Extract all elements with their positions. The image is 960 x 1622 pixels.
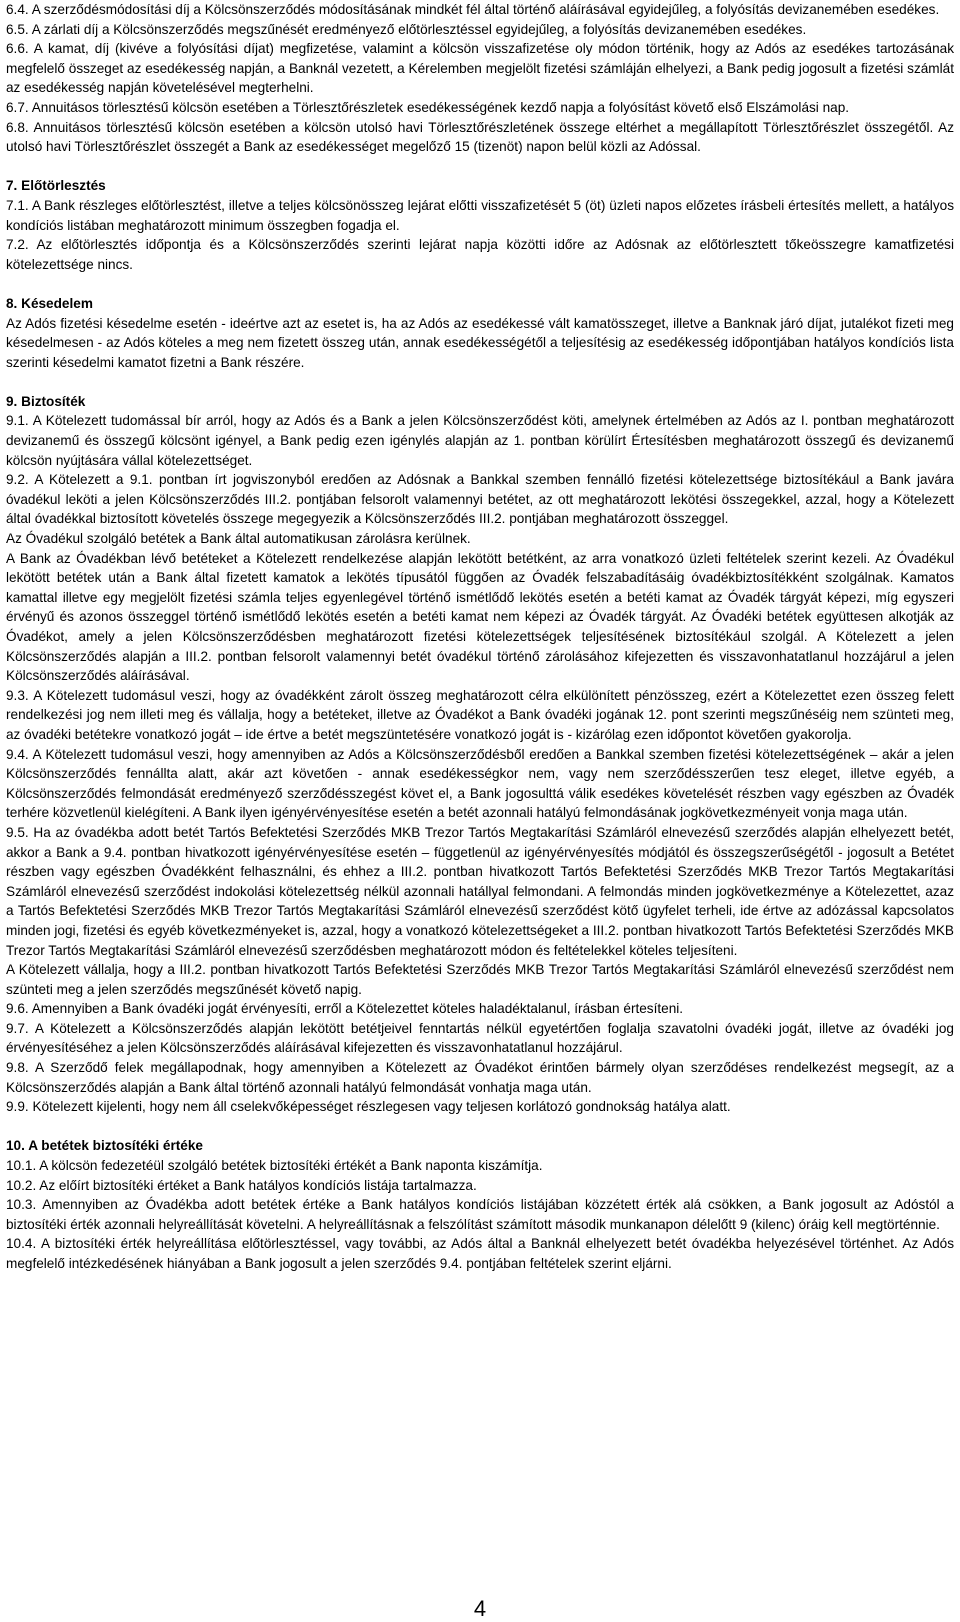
spacer: [6, 372, 954, 392]
section-number: 7.: [6, 178, 18, 194]
paragraph-7-2: 7.2. Az előtörlesztés időpontja és a Kölcsönszerződés szerinti lejárat napja közötti időre az Adósnak az előtörlesztett tőkeösszegre kamatfizetési kötelezettsége nincs.: [6, 237, 954, 272]
paragraph-9-3: 9.3. A Kötelezett tudomásul veszi, hogy az óvadékként zárolt összeg meghatározott célra elkülönített pénzösszeg, ezért a Kötelezettet ezen összeg felett rendelkezési jog nem illeti meg és vállalja, hogy a betéteket, illetve az Óvadékot a Bank óvadéki jogának 12. pont szerinti megszűnéséig nem szünteti meg, az óvadéki betétekre vonatkozó jogát – ide értve a betét megszüntetésére vonatkozó jogát is - kizárólag ezen időpontot követően gyakorolja.: [6, 687, 954, 742]
section-title: Késedelem: [21, 295, 93, 311]
section-title: Előtörlesztés: [21, 178, 106, 194]
paragraph-6-4: 6.4. A szerződésmódosítási díj a Kölcsönszerződés módosításának mindkét fél által történő aláírásával egyidejűleg, a folyósítás devizanemében esedékes.: [6, 2, 940, 17]
spacer: [6, 274, 954, 294]
paragraph-9-4: 9.4. A Kötelezett tudomásul veszi, hogy amennyiben az Adós a Kölcsönszerződésből eredően a Bankkal szemben fizetési kötelezettségének – akár a jelen Kölcsönszerződés fennállta alatt, akár azt követően - annak esedékességkor nem, vagy nem szerződésszerűen tesz eleget, illetve egyéb, a Kölcsönszerződés felmondását eredményező szerződésszegést követ el, a Bank jogosulttá válik esedékes követelését részben vagy egészben az Óvadék terhére közvetlenül kielégíteni. A Bank ilyen igényérvényesítése esetén a betét azonnali hatályú felmondásának jogkövetkezményeit vonja maga után.: [6, 746, 954, 821]
paragraph-6-6: 6.6. A kamat, díj (kivéve a folyósítási díjat) megfizetése, valamint a kölcsön visszafizetése oly módon történik, hogy az Adós az esedékes tartozásának megfelelő összeget az esedékesség napján, a Banknál vezetett, a Kérelemben megjelölt fizetési számláján elhelyezi, a Bank pedig jogosult a fizetési számlát az esedékesség napján követelésével megterhelni.: [6, 41, 954, 96]
paragraph-9-5: 9.5. Ha az óvadékba adott betét Tartós Befektetési Szerződés MKB Trezor Tartós Megtakarítási Számláról elnevezésű szerződés alapján elhelyezett betét, akkor a Bank a 9.4. pontban hivatkozott igényérvényesítése esetén – függetlenül az igényérvényesítés módjától és összegszerűségétől - jogosult a Betétet részben vagy egészben Óvadékként felhasználni, és ehhez a III.2. pontban hivatkozott Tartós Befektetési Szerződés MKB Trezor Tartós Megtakarítási Számláról elnevezésű szerződést indokolási kötelezettség nélkül azonnali hatállyal felmondani. A felmondás minden jogkövetkezménye a Kötelezettet, azaz a Tartós Befektetési Szerződés MKB Trezor Tartós Megtakarítási Számláról elnevezésű szerződést kötő ügyfelet terheli, ide értve az adózással kapcsolatos minden jogi, fizetési és egyéb következményeket is, azzal, hogy a vonatkozó kötelezettségeket a III.2. pontban hivatkozott Tartós Befektetési Szerződés MKB Trezor Tartós Megtakarítási Számláról elnevezésű szerződésben meghatározott módon és feltételekkel köteles teljesíteni.: [6, 824, 954, 958]
page-number: 4: [473, 1596, 487, 1621]
section-heading-8: [6, 294, 954, 314]
paragraph-6-8: 6.8. Annuitásos törlesztésű kölcsön esetében a kölcsön utolsó havi Törlesztőrészletének összege eltérhet a megállapított Törlesztőrészlet összegétől. Az utolsó havi Törlesztőrészlet összegét a Bank az esedékességet megelőző 15 (tizenöt) napon belül közli az Adóssal.: [6, 119, 954, 155]
paragraph-9-5-b: A Kötelezett vállalja, hogy a III.2. pontban hivatkozott Tartós Befektetési Szerződés MKB Trezor Tartós Megtakarítási Számláról elnevezésű szerződést nem szünteti meg a jelen szerződés megszűnését követő napig.: [6, 962, 954, 997]
section-number: 10.: [6, 1138, 25, 1154]
section-number: 8.: [6, 295, 18, 311]
paragraph-6-7: 6.7. Annuitásos törlesztésű kölcsön esetében a Törlesztőrészletek esedékességének kezdő napja a folyósítást követő első Elszámolási nap.: [6, 99, 850, 115]
paragraph-10-2: 10.2. Az előírt biztosítéki értéket a Bank hatályos kondíciós listája tartalmazza.: [6, 1177, 477, 1193]
paragraph-6-5: 6.5. A zárlati díj a Kölcsönszerződés megszűnését eredményező előtörlesztéssel egyidejűleg, a folyósítás devizanemében esedékes.: [6, 21, 807, 37]
paragraph-9-2-c: A Bank az Óvadékban lévő betéteket a Kötelezett rendelkezése alapján lekötött betétként, az arra vonatkozó üzleti feltételek szerint kezeli. Az Óvadékul lekötött betétek után a Bank által fizetett kamatok a lekötés típusától függően az Óvadék felszabadításáig óvadékbiztosítékként szolgálnak. Kamatos kamattal illetve egy megjelölt fizetési számla teljes egyenlegével történő ismétlődő lekötés esetén a betéti kamat az Óvadék tárgyát képezi, míg egyszeri érvényű és azonos összeggel történő ismétlődő lekötés esetén a betéti kamat nem képezi az Óvadék tárgyát. Az Óvadéki betétek együttesen alkotják az Óvadékot, amely a jelen Kölcsönszerződésben meghatározott fizetési kötelezettségek teljesítésének biztosítékául szolgál. A Kötelezett a jelen Kölcsönszerződés alapján a III.2. pontban felsorolt valamennyi betét óvadékul történő zárolásához kifejezetten és visszavonhatatlanul hozzájárul a jelen Kölcsönszerződés aláírásával.: [6, 550, 954, 684]
paragraph-9-2: 9.2. A Kötelezett a 9.1. pontban írt jogviszonyból eredően az Adósnak a Bankkal szemben fennálló fizetési kötelezettsége biztosítékául a Bank javára óvadékul leköti a jelen Kölcsönszerződés III.2. pontjában felsorolt valamennyi betétet, az ott meghatározott lekötési összegekkel, azzal, hogy a Kötelezett által óvadékkal biztosított követelés összege megegyezik a Kölcsönszerződés III.2. pontjában meghatározott összeggel.: [6, 472, 954, 527]
section-heading-10: [6, 1136, 954, 1156]
section-title: Biztosíték: [21, 393, 86, 409]
paragraph-9-2-b: Az Óvadékul szolgáló betétek a Bank által automatikusan zárolásra kerülnek.: [6, 531, 471, 547]
paragraph-10-3: 10.3. Amennyiben az Óvadékba adott betétek értéke a Bank hatályos kondíciós listájában közzétett érték alá csökken, a Bank jogosult az Adóstól a biztosítéki érték azonnali helyreállítását követelni. A helyreállításnak a felszólítást számított második munkanapon délelőtt 9 (kilenc) óráig kell megtörténnie.: [6, 1197, 954, 1232]
paragraph-9-6: 9.6. Amennyiben a Bank óvadéki jogát érvényesíti, erről a Kötelezettet köteles haladéktalanul, írásban értesíteni.: [6, 1001, 684, 1017]
spacer: [6, 1117, 954, 1137]
paragraph-8: Az Adós fizetési késedelme esetén - ideértve azt az esetet is, ha az Adós az esedékessé vált kamatösszeget, illetve a Banknak járó díjat, jutalékot fizeti meg késedelmesen - az Adós köteles a meg nem fizetett összeg után, annak esedékességétől a teljesítésig az esedékesség időpontjában hatályos kondíciós lista szerinti késedelmi kamatot fizetni a Bank részére.: [6, 315, 954, 370]
paragraph-9-1: 9.1. A Kötelezett tudomással bír arról, hogy az Adós és a Bank a jelen Kölcsönszerződést köti, amelynek értelmében az Adós az I. pontban meghatározott devizanemű és összegű kölcsönt igényel, a Bank pedig ezen igénylés alapján az 1. pontban körülírt Értesítésben meghatározott összegű és devizanemű kölcsön nyújtására vállal kötelezettséget.: [6, 413, 954, 468]
paragraph-9-8: 9.8. A Szerződő felek megállapodnak, hogy amennyiben a Kötelezett az Óvadékot érintően bármely olyan szerződéses rendelkezést megsegít, az a Kölcsönszerződés alapján a Bank által történő azonnali hatályú felmondását vonhatja maga után.: [6, 1060, 954, 1095]
section-number: 9.: [6, 393, 18, 409]
section-heading-7: [6, 176, 954, 196]
paragraph-10-4: 10.4. A biztosítéki érték helyreállítása előtörlesztéssel, vagy további, az Adós által a Banknál elhelyezett betét óvadékba helyezésével történhet. Az Adós megfelelő intézkedésének hiányában a Bank jogosult a jelen szerződés 9.4. pontjában feltételek szerint eljárni.: [6, 1236, 954, 1271]
section-heading-9: [6, 392, 954, 412]
document-body: [6, 0, 954, 1274]
paragraph-9-9: 9.9. Kötelezett kijelenti, hogy nem áll cselekvőképességet részlegesen vagy teljesen korlátozó gondnokság hatálya alatt.: [6, 1099, 731, 1115]
paragraph-7-1: 7.1. A Bank részleges előtörlesztést, illetve a teljes kölcsönösszeg lejárat előtti visszafizetését 5 (öt) üzleti napos előzetes írásbeli értesítés mellett, a hatályos kondíciós listában meghatározott minimum összegben fogadja el.: [6, 197, 954, 233]
paragraph-9-7: 9.7. A Kötelezett a Kölcsönszerződés alapján lekötött betétjeivel fenntartás nélkül egyetértően foglalja szavatolni óvadéki jogát, illetve az óvadéki jog érvényesítéséhez a jelen Kölcsönszerződés aláírásával kifejezetten és visszavonhatatlanul hozzájárul.: [6, 1020, 954, 1056]
section-title: A betétek biztosítéki értéke: [28, 1138, 203, 1154]
spacer: [6, 157, 954, 177]
paragraph-10-1: 10.1. A kölcsön fedezetéül szolgáló betétek biztosítéki értékét a Bank naponta kiszámítja.: [6, 1158, 543, 1174]
